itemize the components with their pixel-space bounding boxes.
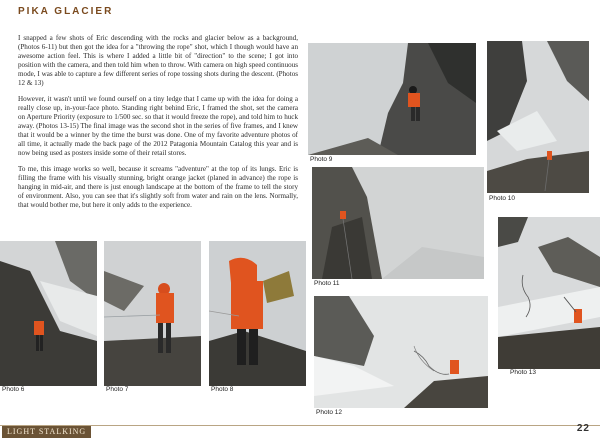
photo-13 <box>498 217 600 369</box>
photo-6-caption: Photo 6 <box>2 386 25 393</box>
photo-11 <box>312 167 484 279</box>
photo-10-caption: Photo 10 <box>489 195 516 202</box>
photo-13-caption: Photo 13 <box>510 369 537 376</box>
page-number: 22 <box>576 423 590 434</box>
photo-7 <box>104 241 201 386</box>
photo-8 <box>209 241 306 386</box>
photo-7-caption: Photo 7 <box>106 386 129 393</box>
paragraph-3: To me, this image works so well, because it screams "adventure" at the top of its lungs. Eric is filling the frame with his visually stunning, bright orange jacket (planed in advance) the rope is hanging in mid-air, and there is just enough landscape at the bottom of the frame to tell the story of environment. Also, you can see that it's slightly soft from water and rain on the lens. Normally, that would bother me, but here it only adds to the experience. <box>18 165 298 209</box>
photo-8-caption: Photo 8 <box>211 386 234 393</box>
page-title: PIKA GLACIER <box>18 6 114 17</box>
paragraph-2: However, it wasn't until we found ourself on a tiny ledge that I came up with the idea for doing a really close up, in-your-face photo. Standing right behind Eric, I framed the shot, set the camera on Aperture Priority (exposure to 1/500 sec. so that it would freeze the rope), and told him to huck away. (Photos 13-15) The final image was the second shot in the series of five frames, and I knew that it would be a winner by the time the burst was done. One of my favorite adventure photos of all time, it actually made the back page of the 2012 Patagonia Mountain Catalog this year and is now being used as posters inside some of their retail stores. <box>18 95 298 157</box>
footer-brand: LIGHT STALKING <box>2 426 91 438</box>
photo-11-caption: Photo 11 <box>314 280 340 287</box>
paragraph-1: I snapped a few shots of Eric descending with the rocks and glacier below as a background, (Photos 6-11) but then got the idea for a "throwing the rope" shot, which I though would have an awesome action feel. This is where I added a little bit of "direction" to the scene; I got into position with the camera, and then told him when to throw. With camera on high speed continuous mode, I was able to capture a few different series of rope tossing shots during the descent. (Photos 12 & 13) <box>18 34 298 87</box>
article-body <box>18 34 298 217</box>
photo-12 <box>314 296 488 408</box>
photo-9-caption: Photo 9 <box>310 156 333 163</box>
photo-6 <box>0 241 97 386</box>
photo-12-caption: Photo 12 <box>316 409 343 416</box>
photo-10 <box>487 41 589 193</box>
photo-9 <box>308 43 476 155</box>
